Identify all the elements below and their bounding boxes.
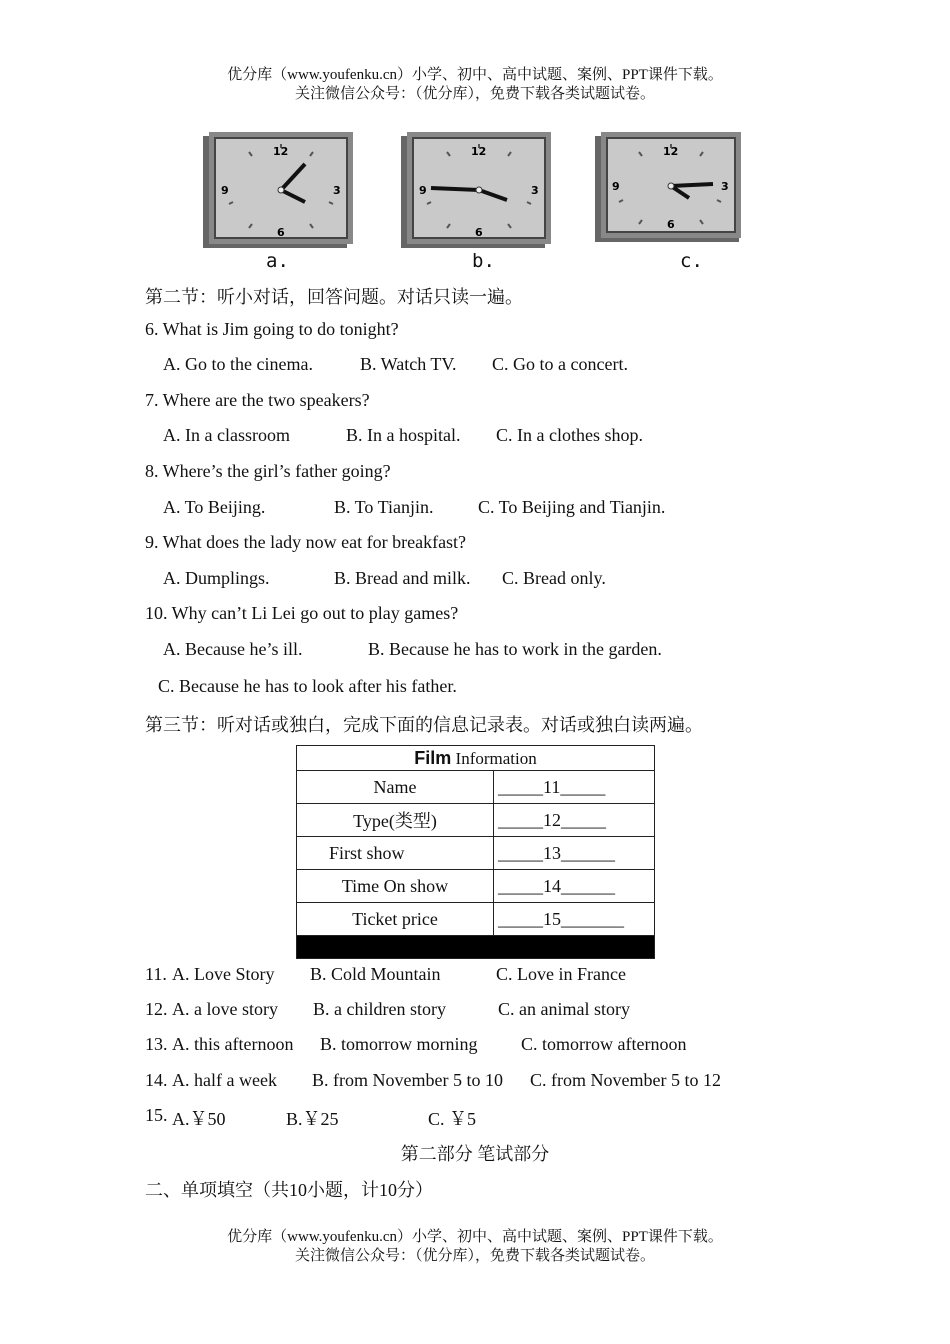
question-7: 7. Where are the two speakers?	[145, 390, 370, 410]
q11-number: 11.	[145, 964, 167, 984]
clock-c-numeral-12: 12	[663, 145, 679, 158]
clock-a-numeral-9: 9	[221, 184, 229, 197]
row-blank-14: _____14______	[494, 870, 655, 903]
q12-option-a: A. a love story	[172, 999, 278, 1019]
row-label-name: Name	[297, 771, 494, 804]
question-6: 6. What is Jim going to do tonight?	[145, 319, 399, 339]
clock-c-numeral-3: 3	[721, 180, 729, 193]
row-label-time-on-show: Time On show	[297, 870, 494, 903]
q15-number: 15.	[145, 1105, 168, 1125]
q15-option-b: B.￥25	[286, 1109, 339, 1129]
section3-title: 第三节：听对话或独白，完成下面的信息记录表。对话或独白读两遍。	[145, 715, 703, 735]
row-blank-12: _____12_____	[494, 804, 655, 837]
q11-option-c: C. Love in France	[496, 964, 626, 984]
page-footer	[0, 1228, 950, 1266]
clock-b	[401, 132, 551, 250]
clock-c-numeral-6: 6	[667, 218, 675, 231]
q9-option-c: C. Bread only.	[502, 568, 606, 588]
q8-option-b: B. To Tianjin.	[334, 497, 434, 517]
q11-option-b: B. Cold Mountain	[310, 964, 441, 984]
q15-option-a: A.￥50	[172, 1109, 226, 1129]
q9-option-b: B. Bread and milk.	[334, 568, 471, 588]
q10-option-c: C. Because he has to look after his father.	[158, 676, 457, 696]
header-line-2: 关注微信公众号：（优分库），免费下载各类试题试卷。	[294, 86, 655, 102]
q13-option-b: B. tomorrow morning	[320, 1034, 478, 1054]
q7-option-b: B. In a hospital.	[346, 425, 461, 445]
page-header	[0, 66, 950, 104]
table-title-bold: Film	[414, 747, 452, 768]
q10-option-b: B. Because he has to work in the garden.	[368, 639, 662, 659]
row-blank-15: _____15_______	[494, 903, 655, 936]
clock-b-numeral-12: 12	[471, 145, 487, 158]
clock-a-numeral-12: 12	[273, 145, 289, 158]
clock-b-numeral-6: 6	[475, 226, 483, 239]
q8-option-c: C. To Beijing and Tianjin.	[478, 497, 666, 517]
question-10: 10. Why can’t Li Lei go out to play games?	[145, 603, 459, 623]
clock-b-label: b.	[472, 250, 495, 272]
q14-number: 14.	[145, 1070, 168, 1090]
q6-option-c: C. Go to a concert.	[492, 354, 628, 374]
section2-title: 第二节：听小对话，回答问题。对话只读一遍。	[145, 287, 523, 307]
q13-option-c: C. tomorrow afternoon	[521, 1034, 687, 1054]
clock-b-numeral-3: 3	[531, 184, 539, 197]
q12-number: 12.	[145, 999, 168, 1019]
table-title	[297, 746, 655, 771]
q14-option-b: B. from November 5 to 10	[312, 1070, 503, 1090]
row-blank-11: _____11_____	[494, 771, 655, 804]
clock-a	[203, 132, 353, 250]
clock-a-numeral-3: 3	[333, 184, 341, 197]
q11-option-a: A. Love Story	[172, 964, 275, 984]
row-label-first-show: First show	[297, 837, 494, 870]
film-information-table	[296, 745, 655, 959]
q7-option-c: C. In a clothes shop.	[496, 425, 643, 445]
table-row	[297, 771, 655, 804]
part2-title: 第二部分 笔试部分	[400, 1144, 550, 1164]
table-row	[297, 903, 655, 936]
q7-option-a: A. In a classroom	[163, 425, 290, 445]
table-row	[297, 870, 655, 903]
q15-option-c: C. ￥5	[428, 1109, 477, 1129]
q10-option-a: A. Because he’s ill.	[163, 639, 303, 659]
table-row	[297, 837, 655, 870]
row-blank-13: _____13______	[494, 837, 655, 870]
part2-subtitle: 二、单项填空（共10小题，计10分）	[145, 1180, 433, 1200]
row-label-type: Type(类型)	[297, 804, 494, 837]
table-title-rest: Information	[451, 748, 537, 768]
row-label-ticket-price: Ticket price	[297, 903, 494, 936]
q9-option-a: A. Dumplings.	[163, 568, 270, 588]
q13-option-a: A. this afternoon	[172, 1034, 294, 1054]
q6-option-a: A. Go to the cinema.	[163, 354, 313, 374]
q6-option-b: B. Watch TV.	[360, 354, 457, 374]
clock-c-numeral-9: 9	[612, 180, 620, 193]
q8-option-a: A. To Beijing.	[163, 497, 266, 517]
question-9: 9. What does the lady now eat for breakfast?	[145, 532, 467, 552]
q12-option-b: B. a children story	[313, 999, 446, 1019]
footer-line-2: 关注微信公众号：（优分库），免费下载各类试题试卷。	[294, 1248, 655, 1264]
q14-option-a: A. half a week	[172, 1070, 277, 1090]
q14-option-c: C. from November 5 to 12	[530, 1070, 721, 1090]
table-black-bar	[297, 936, 655, 959]
clock-b-numeral-9: 9	[419, 184, 427, 197]
header-line-1: 优分库（www.youfenku.cn）小学、初中、高中试题、案例、PPT课件下载。	[227, 67, 723, 83]
question-8: 8. Where’s the girl’s father going?	[145, 461, 391, 481]
clock-a-numeral-6: 6	[277, 226, 285, 239]
q12-option-c: C. an animal story	[498, 999, 630, 1019]
footer-line-1: 优分库（www.youfenku.cn）小学、初中、高中试题、案例、PPT课件下载。	[227, 1229, 723, 1245]
q13-number: 13.	[145, 1034, 168, 1054]
table-row	[297, 804, 655, 837]
clock-a-label: a.	[266, 250, 289, 272]
clock-c	[595, 132, 745, 244]
clock-c-label: c.	[680, 250, 703, 272]
